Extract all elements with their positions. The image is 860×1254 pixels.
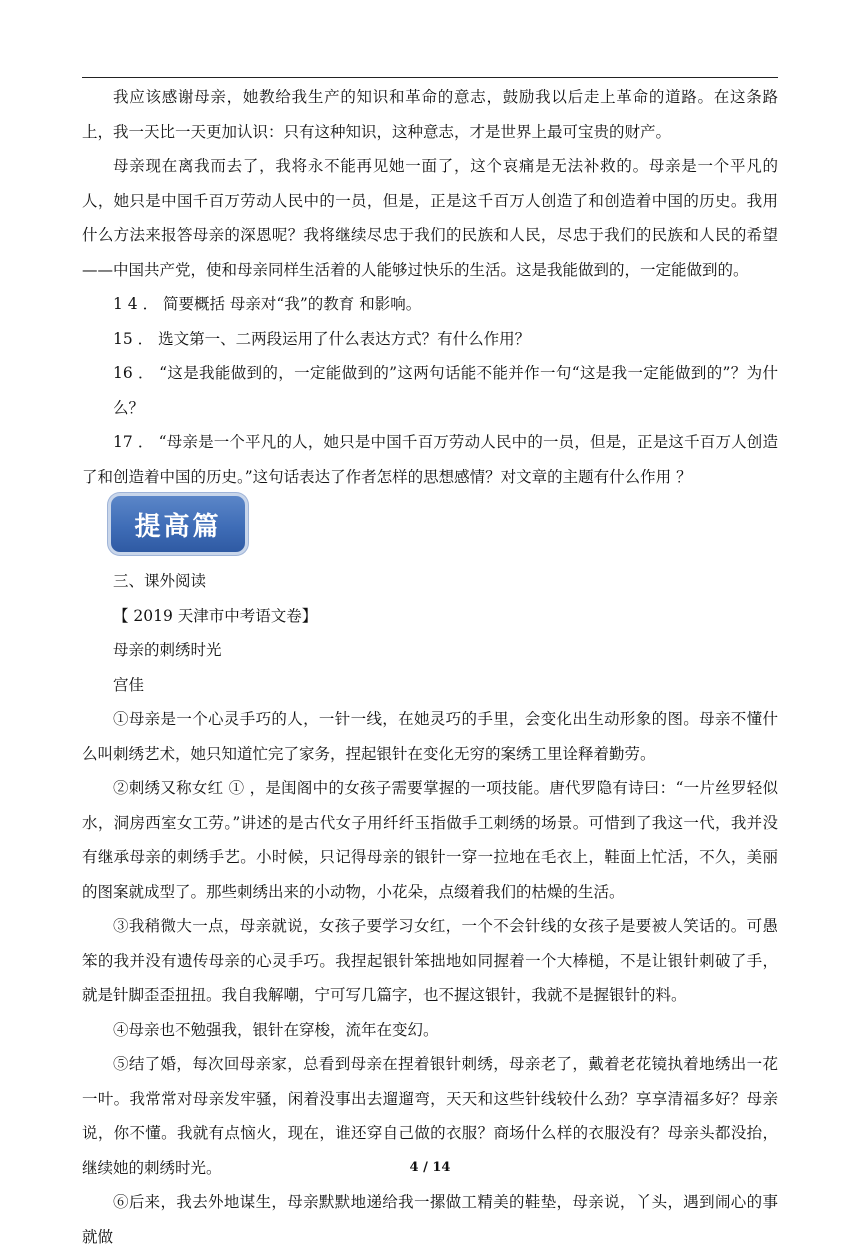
question-15: 15 ． 选文第一、二两段运用了什么表达方式？有什么作用？ [113,329,531,348]
banner-area [82,494,778,564]
article-paragraph: ④母亲也不勉强我，银针在穿梭，流年在变幻。 [113,1020,439,1039]
header-rule [82,77,778,78]
paragraph: 母亲现在离我而去了，我将永不能再见她一面了，这个哀痛是无法补救的。母亲是一个平凡的人，她只是中国千百万劳动人民中的一员，但是，正是这千百万人创造了和创造着中国的历史。我用什么方法来报答母亲的深恩呢？我将继续尽忠于我们的民族和人民，尽忠于我们的民族和人民的希望——中国共产党，使和母亲同样生活着的人能够过快乐的生活。这是我能做到的，一定能做到的。 [82,157,778,279]
article-paragraph: ⑤结了婚，每次回母亲家，总看到母亲在捏着银针刺绣，母亲老了，戴着老花镜执着地绣出一花一叶。我常常对母亲发牢骚，闲着没事出去遛遛弯，天天和这些针线较什么劲？享享清福多好？母亲说，你不懂。我就有点恼火，现在，谁还穿自己做的衣服？商场什么样的衣服没有？母亲头都没抬，继续她的刺绣时光。 [82,1055,778,1177]
section-banner [111,496,245,552]
question-16: 16 ． “这是我能做到的，一定能做到的”这两句话能不能并作一句“这是我一定能做到的”？为什 么？ [113,364,778,417]
paragraph: 我应该感谢母亲，她教给我生产的知识和革命的意志，鼓励我以后走上革命的道路。在这条路上，我一天比一天更加认识：只有这种知识，这种意志，才是世界上最可宝贵的财产。 [82,88,778,141]
article-paragraph: ③我稍微大一点，母亲就说，女孩子要学习女红，一个不会针线的女孩子是要被人笑话的。可愚笨的我并没有遗传母亲的心灵手巧。我捏起银针笨拙地如同握着一个大棒槌，不是让银针刺破了手，就是针脚歪歪扭扭。我自我解嘲，宁可写几篇字，也不握这银针，我就不是握银针的料。 [82,917,778,1004]
article-author: 宫佳 [113,675,145,694]
section-heading: 三、课外阅读 [113,572,207,590]
article-title: 母亲的刺绣时光 [113,641,222,659]
page-number: 4 / 14 [409,1160,451,1175]
article-paragraph: ⑥后来，我去外地谋生，母亲默默地递给我一摞做工精美的鞋垫，母亲说，丫头，遇到闹心的事就做 [82,1193,778,1246]
question-14: 1 4 ． 简要概括 母亲对“我”的教育 和影响。 [113,295,422,313]
article-paragraph: ②刺绣又称女红 ① ，是闺阁中的女孩子需要掌握的一项技能。唐代罗隐有诗曰：“一片丝罗轻似水，洞房西室女工劳。”讲述的是古代女子用纤纤玉指做手工刺绣的场景。可惜到了我这一代，我并没有继承母亲的刺绣手艺。小时候，只记得母亲的银针一穿一拉地在毛衣上，鞋面上忙活，不久，美丽的图案就成型了。那些刺绣出来的小动物，小花朵，点缀着我们的枯燥的生活。 [82,779,778,901]
question-17: 17 ． “母亲是一个平凡的人，她只是中国千百万劳动人民中的一员，但是，正是这千百万人创造了和创造着中国的历史。”这句话表达了作者怎样的思想感情？对文章的主题有什么作用 ？ [82,433,778,486]
source-label: 【 2019 天津市中考语文卷】 [113,606,318,625]
page-content [82,80,778,1254]
banner-label: 提高篇 [134,511,222,542]
article-paragraph: ①母亲是一个心灵手巧的人，一针一线，在她灵巧的手里，会变化出生动形象的图。母亲不懂什么叫刺绣艺术，她只知道忙完了家务，捏起银针在变化无穷的案绣工里诠释着勤劳。 [82,710,778,763]
